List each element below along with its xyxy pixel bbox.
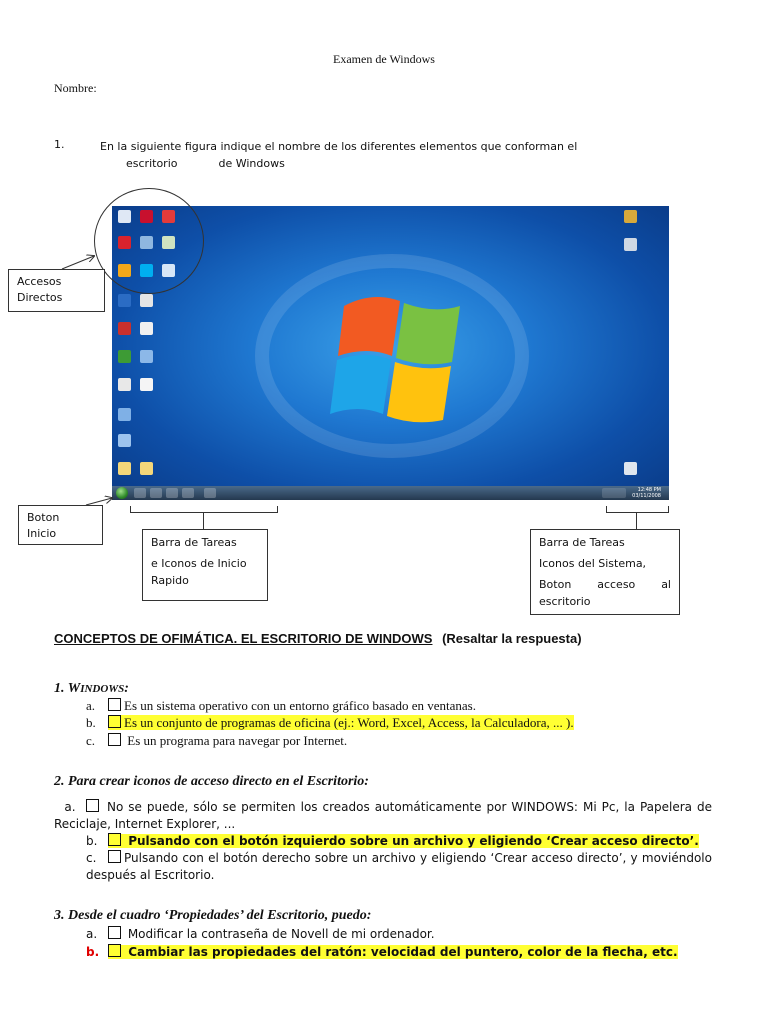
question-1-line-1: En la siguiente figura indique el nombre de los diferentes elementos que conforman el (100, 140, 578, 153)
option-text: Es un programa para navegar por Internet. (127, 733, 348, 748)
callout-boton-inicio (18, 505, 103, 545)
option-text: No se puede, sólo se permiten los creados automáticamente por WINDOWS: Mi Pc, la Papelera de Reciclaje, Internet Explorer, ... (54, 800, 712, 831)
option-propiedades-b (86, 944, 678, 961)
option-label: b. (86, 834, 98, 848)
question-windows-heading: 1. WINDOWS: (54, 681, 129, 696)
option-text: Modificar la contraseña de Novell de mi ordenador. (127, 927, 435, 941)
clock-time: 12:48 PM (637, 487, 661, 493)
clock-date: 03/11/2008 (632, 493, 661, 499)
question-propiedades-heading: 3. Desde el cuadro ‘Propiedades’ del Escritorio, puedo: (54, 908, 372, 923)
page-title: Examen de Windows (333, 52, 435, 66)
tray-brace-line (636, 512, 637, 529)
taskbar-brace (130, 506, 278, 513)
callout-barra2-line-1: Barra de Tareas (539, 536, 625, 549)
callout-accesos-line-1: Accesos (17, 275, 62, 288)
callout-barra-tareas-sistema (530, 529, 680, 615)
section-note: (Resaltar la respuesta) (442, 631, 582, 646)
callout-barra1-line-2: e Iconos de Inicio (151, 557, 247, 570)
option-windows-b (86, 714, 574, 731)
callout-boton-line-2: Inicio (27, 527, 57, 540)
option-text: Es un sistema operativo con un entorno gráfico basado en ventanas. (124, 698, 476, 713)
option-iconos-b (86, 833, 699, 850)
option-label: c. (86, 851, 97, 865)
question-1-number: 1. (54, 138, 65, 151)
option-text: Pulsando con el botón izquierdo sobre un archivo y eligiendo ‘Crear acceso directo’. (128, 834, 699, 848)
option-text: Cambiar las propiedades del ratón: velocidad del puntero, color de la flecha, etc. (128, 945, 678, 959)
option-text: Es un conjunto de programas de oficina (ej.: Word, Excel, Access, la Calculadora, ... ). (124, 715, 574, 730)
option-iconos-a (54, 799, 712, 833)
option-label: a. (64, 800, 76, 814)
question-1-line-2a: escritorio (126, 157, 178, 170)
callout-boton-line-1: Boton (27, 511, 60, 524)
checkbox[interactable] (108, 733, 121, 746)
option-text: Pulsando con el botón derecho sobre un archivo y eligiendo ‘Crear acceso directo’, y moviéndolo después al Escritorio. (86, 851, 712, 882)
section-title-text: CONCEPTOS DE OFIMÁTICA. EL ESCRITORIO DE WINDOWS (54, 631, 433, 646)
checkbox[interactable] (108, 833, 121, 846)
question-1-line-2b: de Windows (218, 157, 285, 170)
question-iconos-heading: 2. Para crear iconos de acceso directo en el Escritorio: (54, 774, 369, 789)
checkbox[interactable] (108, 698, 121, 711)
callout-accesos-directos (8, 269, 105, 312)
callout-barra2-line-4: escritorio (539, 595, 591, 608)
callout-barra1-line-3: Rapido (151, 574, 189, 587)
checkbox[interactable] (108, 715, 121, 728)
option-label: b. (86, 715, 96, 730)
checkbox[interactable] (108, 926, 121, 939)
tray-brace (606, 506, 669, 513)
option-label: c. (86, 733, 96, 748)
option-windows-a (86, 697, 476, 714)
option-label: a. (86, 698, 96, 713)
checkbox[interactable] (86, 799, 99, 812)
callout-barra2-line-3: Boton acceso al (539, 578, 671, 591)
callout-barra2-line-2: Iconos del Sistema, (539, 557, 647, 570)
option-propiedades-a (86, 926, 435, 943)
callout-barra-tareas-inicio (142, 529, 268, 601)
section-title (54, 631, 582, 646)
callout-barra1-line-1: Barra de Tareas (151, 536, 237, 549)
option-windows-c (86, 732, 347, 749)
callout-accesos-line-2: Directos (17, 291, 63, 304)
option-label: a. (86, 927, 98, 941)
name-label: Nombre: (54, 81, 97, 95)
option-label: b. (86, 945, 100, 959)
checkbox[interactable] (108, 850, 121, 863)
checkbox[interactable] (108, 944, 121, 957)
taskbar-brace-line (203, 518, 204, 529)
option-iconos-c (86, 850, 712, 884)
